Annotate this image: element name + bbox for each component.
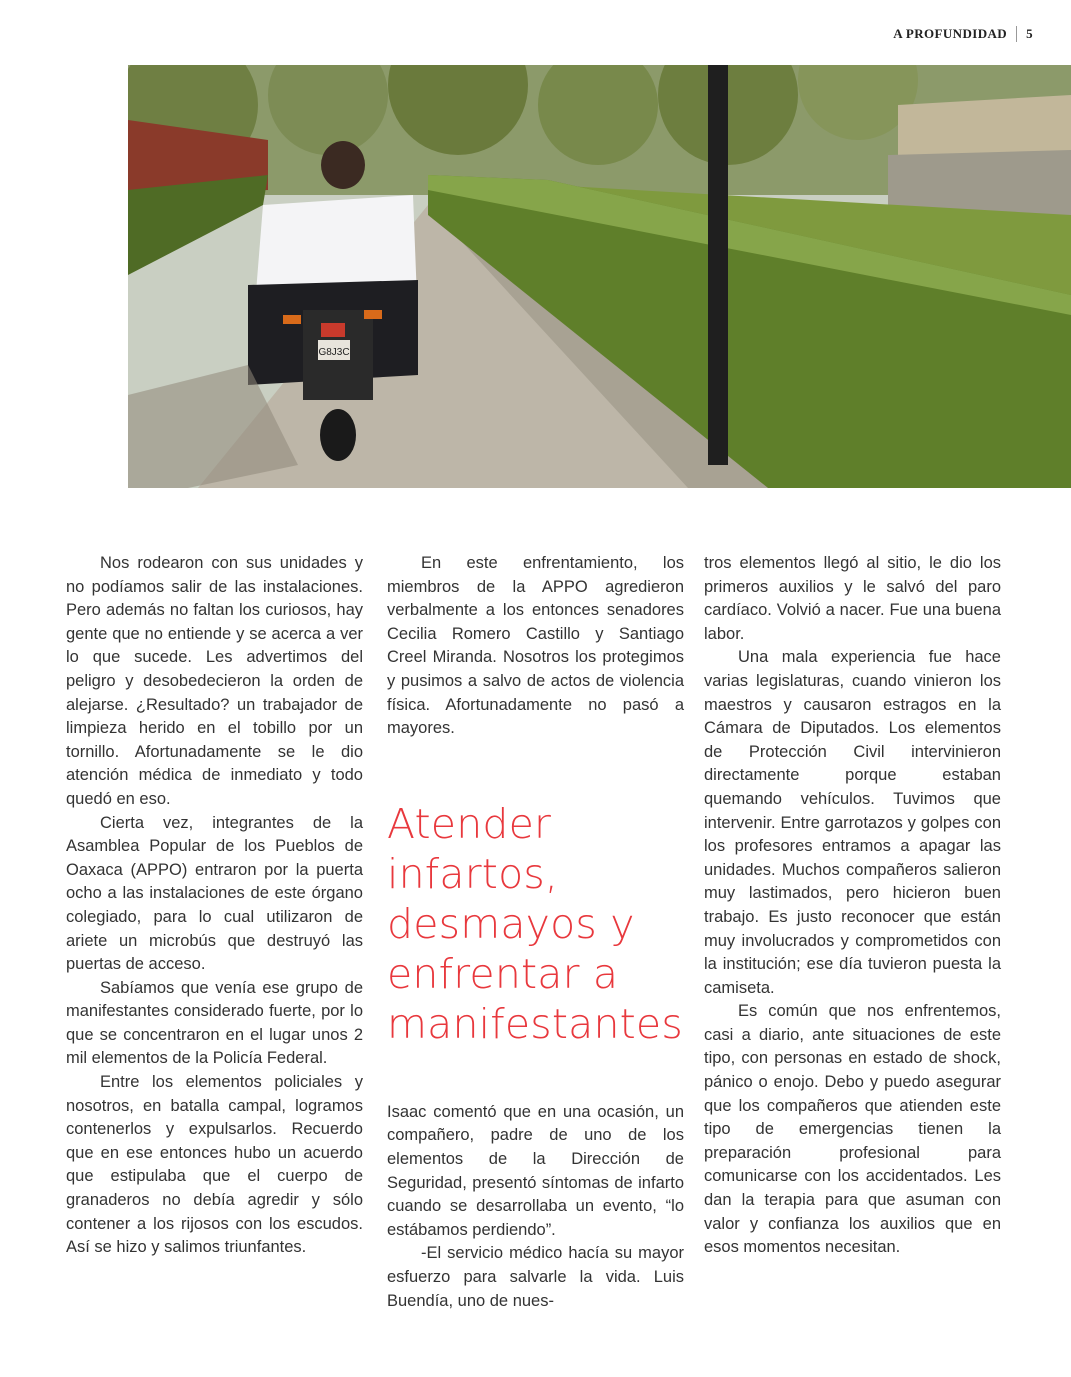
article-photo: [128, 65, 1071, 488]
article-column-3: [704, 552, 1001, 1260]
license-plate: G8J3C: [318, 347, 350, 358]
paragraph: Una mala experiencia fue hace varias legislaturas, cuando vinieron los maestros y causaron estragos en la Cámara de Diputados. Los elementos de Protección Civil intervinieron directamente porque estaban quemando vehículos. Tuvimos que intervenir. Entre garrotazos y golpes con los profesores entramos a apagar las unidades. Muchos compañeros salieron muy lastimados, pero hicieron buen trabajo. Es justo reconocer que están muy involucrados y comprometidos con la institución; ese día tuvieron puesta la camiseta.: [704, 648, 1001, 997]
section-subheading: Atender infartos, desmayos y enfrentar a manifestantes: [387, 799, 683, 1048]
section-title: A PROFUNDIDAD: [893, 26, 1008, 41]
paragraph: Sabíamos que venía ese grupo de manifestantes considerado fuerte, por lo que se concentraron en el lugar unos 2 mil elementos de la Policía Federal.: [66, 978, 363, 1068]
paragraph: En este enfrentamiento, los miembros de la APPO agredieron verbalmente a los entonces senadores Cecilia Romero Castillo y Santiago Creel Miranda. Nosotros los protegimos y pusimos a salvo de actos de violencia física. Afortunadamente no pasó a mayores.: [387, 554, 684, 738]
page-number: 5: [1026, 26, 1033, 41]
paragraph: tros elementos llegó al sitio, le dio los primeros auxilios y le salvó del paro cardíaco. Volvió a nacer. Fue una buena labor.: [704, 554, 1001, 643]
paragraph: -El servicio médico hacía su mayor esfuerzo para salvarle la vida. Luis Buendía, uno de nues-: [387, 1244, 684, 1310]
article-column-1: [66, 552, 363, 1260]
running-head: [893, 26, 1033, 42]
paragraph: Cierta vez, integrantes de la Asamblea Popular de los Pueblos de Oaxaca (APPO) entraron por la puerta ocho a las instalaciones de este órgano colegiado, para lo cual utilizaron de ariete un microbús que destruyó las puertas de acceso.: [66, 813, 363, 974]
paragraph: Entre los elementos policiales y nosotros, en batalla campal, logramos contenerlos y expulsarlos. Recuerdo que en ese entonces hubo un acuerdo que estipulaba que el cuerpo de granaderos no debía agredir y sólo contener a los rijosos con los escudos. Así se hizo y salimos triunfantes.: [66, 1073, 363, 1257]
paragraph: Es común que nos enfrentemos, casi a diario, ante situaciones de este tipo, con personas en estado de shock, pánico o enojo. Debo y puedo asegurar que los compañeros que atienden este tipo de emergencias tienen la preparación profesional para comunicarse con los accidentados. Les dan la terapia para que asuman con valor y confianza los auxilios que en esos momentos necesitan.: [704, 1002, 1001, 1257]
paragraph: Nos rodearon con sus unidades y no podíamos salir de las instalaciones. Pero además no faltan los curiosos, hay gente que no entiende y se acerca a ver lo que sucede. Les advertimos del peligro y desobedecieron la orden de alejarse. ¿Resultado? un trabajador de limpieza herido en el tobillo por un tornillo. Afortunadamente se le dio atención médica de inmediato y todo quedó en eso.: [66, 554, 363, 808]
paragraph: Isaac comentó que en una ocasión, un compañero, padre de uno de los elementos de la Dirección de Seguridad, presentó síntomas de infarto cuando se desarrollaba un evento, “lo estábamos perdiendo”.: [387, 1102, 684, 1239]
article-column-2: [387, 552, 684, 1313]
header-divider: [1016, 26, 1017, 42]
